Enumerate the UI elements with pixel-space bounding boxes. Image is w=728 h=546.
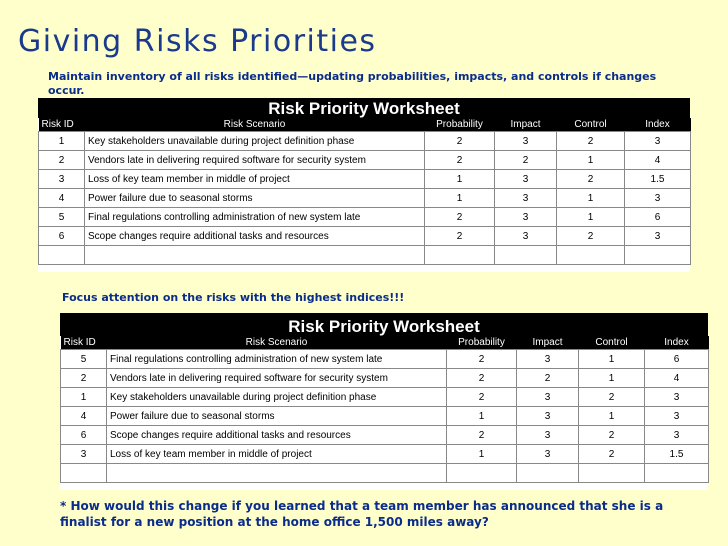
- table-cell: 2: [425, 227, 495, 246]
- table-cell: [425, 246, 495, 265]
- column-header: Probability: [447, 336, 517, 350]
- table-cell: [625, 246, 691, 265]
- column-header: Control: [557, 118, 625, 132]
- table-cell: 3: [495, 208, 557, 227]
- table-cell: 1.5: [625, 170, 691, 189]
- table-cell: 4: [645, 369, 709, 388]
- table-row: [39, 170, 691, 189]
- table-cell: 5: [39, 208, 85, 227]
- column-header: Risk Scenario: [85, 118, 425, 132]
- table-cell: 3: [625, 227, 691, 246]
- table-cell: 5: [61, 350, 107, 369]
- table-row: [61, 350, 709, 369]
- table-cell: 2: [579, 445, 645, 464]
- worksheet-1: [38, 98, 690, 272]
- worksheet-2-heading: Risk Priority Worksheet: [60, 313, 708, 336]
- table-cell: 4: [39, 189, 85, 208]
- table-cell: 4: [625, 151, 691, 170]
- risk-scenario-cell: [85, 246, 425, 265]
- table-cell: 1: [447, 445, 517, 464]
- table-cell: 2: [447, 369, 517, 388]
- table-cell: 6: [625, 208, 691, 227]
- table-cell: 1: [61, 388, 107, 407]
- table-cell: 2: [425, 208, 495, 227]
- table-cell: 3: [645, 407, 709, 426]
- table-cell: 2: [579, 426, 645, 445]
- table-cell: 3: [495, 170, 557, 189]
- worksheet-1-heading: Risk Priority Worksheet: [38, 98, 690, 118]
- column-header: Risk ID: [61, 336, 107, 350]
- table-cell: 1: [425, 189, 495, 208]
- table-cell: [447, 464, 517, 483]
- table-cell: 2: [447, 350, 517, 369]
- risk-scenario-cell: Key stakeholders unavailable during project definition phase: [85, 132, 425, 151]
- risk-scenario-cell: [107, 464, 447, 483]
- table-cell: [557, 246, 625, 265]
- table-cell: 3: [645, 426, 709, 445]
- table-cell: [517, 464, 579, 483]
- table-row: [61, 464, 709, 483]
- table-cell: 3: [517, 388, 579, 407]
- risk-scenario-cell: Loss of key team member in middle of project: [85, 170, 425, 189]
- table-cell: 1: [447, 407, 517, 426]
- table-cell: 1: [557, 189, 625, 208]
- column-header: Risk ID: [39, 118, 85, 132]
- table-cell: 1.5: [645, 445, 709, 464]
- table-cell: 3: [517, 445, 579, 464]
- table-row: [39, 227, 691, 246]
- worksheet-2: [60, 313, 708, 490]
- table-row: [61, 369, 709, 388]
- table-row: [61, 426, 709, 445]
- table-cell: 6: [39, 227, 85, 246]
- table-cell: 1: [425, 170, 495, 189]
- page-title: Giving Risks Priorities: [18, 24, 377, 59]
- table-cell: 2: [557, 132, 625, 151]
- column-header: Index: [625, 118, 691, 132]
- table-cell: 2: [425, 151, 495, 170]
- table-row: [39, 189, 691, 208]
- table-cell: 3: [645, 388, 709, 407]
- table-cell: 3: [517, 350, 579, 369]
- table-cell: [61, 464, 107, 483]
- table-cell: 3: [39, 170, 85, 189]
- table-cell: 2: [579, 388, 645, 407]
- table-cell: 2: [425, 132, 495, 151]
- table-row: [39, 208, 691, 227]
- table-cell: 6: [645, 350, 709, 369]
- table-cell: 3: [495, 132, 557, 151]
- risk-scenario-cell: Vendors late in delivering required software for security system: [85, 151, 425, 170]
- table-row: [39, 151, 691, 170]
- risk-scenario-cell: Final regulations controlling administration of new system late: [107, 350, 447, 369]
- table-cell: 2: [517, 369, 579, 388]
- table-row: [39, 246, 691, 265]
- table-cell: 1: [579, 407, 645, 426]
- column-header: Impact: [495, 118, 557, 132]
- risk-scenario-cell: Scope changes require additional tasks and resources: [107, 426, 447, 445]
- table-cell: [495, 246, 557, 265]
- table-cell: 3: [495, 189, 557, 208]
- table-cell: 2: [557, 170, 625, 189]
- table-cell: 2: [39, 151, 85, 170]
- table-row: [61, 388, 709, 407]
- table-cell: 2: [447, 388, 517, 407]
- table-cell: [579, 464, 645, 483]
- table-cell: 1: [579, 350, 645, 369]
- column-header: Index: [645, 336, 709, 350]
- risk-scenario-cell: Power failure due to seasonal storms: [85, 189, 425, 208]
- worksheet-2-table: [60, 336, 709, 483]
- table-row: [61, 445, 709, 464]
- table-cell: 2: [495, 151, 557, 170]
- inventory-note: Maintain inventory of all risks identified—updating probabilities, impacts, and controls if changes occur.: [48, 70, 657, 97]
- table-cell: 6: [61, 426, 107, 445]
- table-cell: [645, 464, 709, 483]
- table-row: [39, 132, 691, 151]
- focus-note: Focus attention on the risks with the highest indices!!!: [62, 291, 405, 304]
- column-header: Control: [579, 336, 645, 350]
- column-header: Probability: [425, 118, 495, 132]
- table-cell: 3: [61, 445, 107, 464]
- table-cell: 3: [625, 132, 691, 151]
- table-cell: 1: [557, 208, 625, 227]
- table-cell: 3: [495, 227, 557, 246]
- column-header: Impact: [517, 336, 579, 350]
- risk-scenario-cell: Vendors late in delivering required software for security system: [107, 369, 447, 388]
- risk-scenario-cell: Power failure due to seasonal storms: [107, 407, 447, 426]
- risk-scenario-cell: Scope changes require additional tasks and resources: [85, 227, 425, 246]
- table-cell: 3: [625, 189, 691, 208]
- table-cell: 4: [61, 407, 107, 426]
- risk-scenario-cell: Final regulations controlling administration of new system late: [85, 208, 425, 227]
- table-cell: 1: [39, 132, 85, 151]
- table-cell: 3: [517, 407, 579, 426]
- column-header: Risk Scenario: [107, 336, 447, 350]
- table-cell: 3: [517, 426, 579, 445]
- table-cell: 2: [447, 426, 517, 445]
- question-note: * How would this change if you learned that a team member has announced that she is a finalist for a new position at the home office 1,500 miles away?: [60, 499, 664, 529]
- risk-scenario-cell: Loss of key team member in middle of project: [107, 445, 447, 464]
- table-cell: 1: [557, 151, 625, 170]
- table-row: [61, 407, 709, 426]
- table-cell: 2: [557, 227, 625, 246]
- table-cell: 1: [579, 369, 645, 388]
- risk-scenario-cell: Key stakeholders unavailable during project definition phase: [107, 388, 447, 407]
- table-cell: [39, 246, 85, 265]
- worksheet-1-table: [38, 118, 691, 265]
- table-cell: 2: [61, 369, 107, 388]
